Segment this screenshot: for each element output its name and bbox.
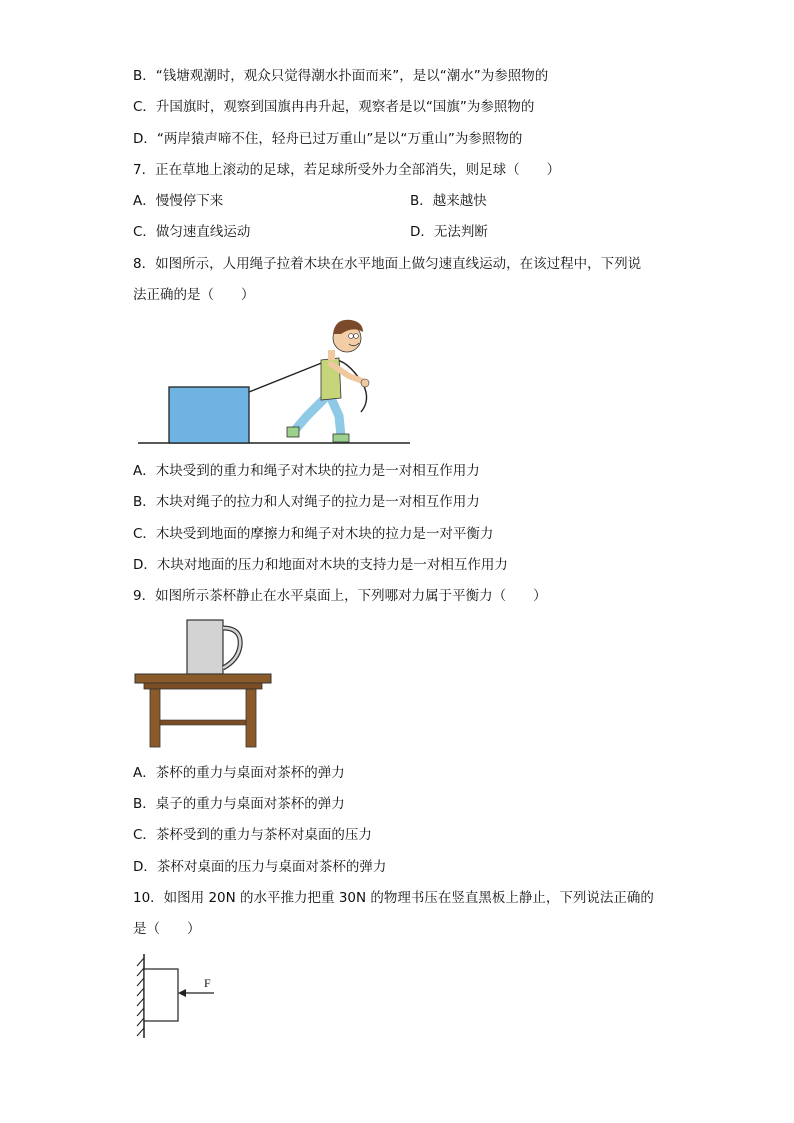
q10-stem-line1: 10．如图用 20N 的水平推力把重 30N 的物理书压在竖直黑板上静止，下列说法正确的 bbox=[133, 890, 654, 906]
q7-stem: 7．正在草地上滚动的足球，若足球所受外力全部消失，则足球（ ） bbox=[133, 162, 561, 178]
table-leg-right bbox=[246, 689, 256, 747]
physics-book bbox=[144, 969, 178, 1021]
q8-option-d: D．木块对地面的压力和地面对木块的支持力是一对相互作用力 bbox=[133, 557, 508, 573]
q8-stem-line1: 8．如图所示，人用绳子拉着木块在水平地面上做匀速直线运动，在该过程中，下列说 bbox=[133, 256, 642, 272]
q8-option-b: B．木块对绳子的拉力和人对绳子的拉力是一对相互作用力 bbox=[133, 494, 480, 510]
q7-option-c: C．做匀速直线运动 bbox=[133, 224, 251, 240]
figure-cup-on-table bbox=[132, 616, 274, 750]
q7-option-d: D．无法判断 bbox=[410, 224, 488, 240]
wooden-block bbox=[169, 387, 249, 443]
tea-cup bbox=[187, 620, 223, 674]
q6-option-d: D．“两岸猿声啼不住，轻舟已过万重山”是以“万重山”为参照物的 bbox=[133, 131, 523, 147]
force-label: F bbox=[204, 976, 211, 990]
q8-option-a: A．木块受到的重力和绳子对木块的拉力是一对相互作用力 bbox=[133, 463, 480, 479]
table-top bbox=[135, 674, 271, 683]
figure-book-on-blackboard bbox=[130, 952, 230, 1042]
q10-stem-line2: 是（ ） bbox=[133, 921, 201, 937]
q9-option-d: D．茶杯对桌面的压力与桌面对茶杯的弹力 bbox=[133, 859, 387, 875]
q9-option-c: C．茶杯受到的重力与茶杯对桌面的压力 bbox=[133, 827, 372, 843]
q8-stem-line2: 法正确的是（ ） bbox=[133, 287, 255, 303]
q7-option-b: B．越来越快 bbox=[410, 193, 487, 209]
wall-hatching bbox=[137, 958, 144, 1036]
q9-option-b: B．桌子的重力与桌面对茶杯的弹力 bbox=[133, 796, 345, 812]
q6-option-b: B．“钱塘观潮时，观众只觉得潮水扑面而来”，是以“潮水”为参照物的 bbox=[133, 68, 549, 84]
figure-person-pulling-block bbox=[135, 312, 415, 450]
q9-stem: 9．如图所示茶杯静止在水平桌面上，下列哪对力属于平衡力（ ） bbox=[133, 588, 547, 604]
table-leg-left bbox=[150, 689, 160, 747]
q8-option-c: C．木块受到地面的摩擦力和绳子对木块的拉力是一对平衡力 bbox=[133, 526, 494, 542]
q9-option-a: A．茶杯的重力与桌面对茶杯的弹力 bbox=[133, 765, 345, 781]
q7-option-a: A．慢慢停下来 bbox=[133, 193, 224, 209]
q6-option-c: C．升国旗时，观察到国旗冉冉升起，观察者是以“国旗”为参照物的 bbox=[133, 99, 535, 115]
